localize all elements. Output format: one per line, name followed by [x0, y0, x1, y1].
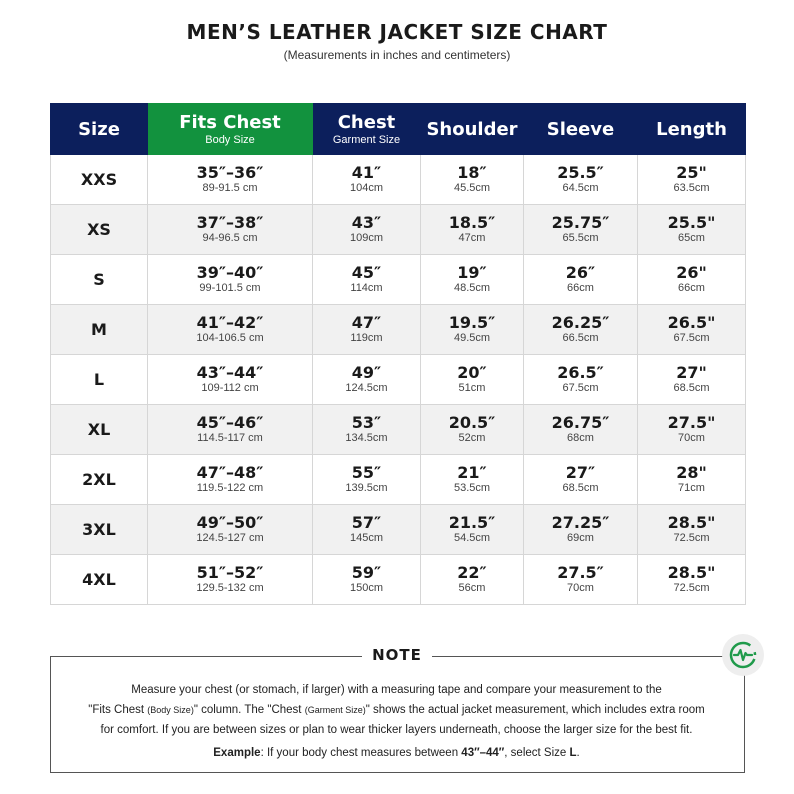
sleeve-cell [524, 255, 638, 305]
length-cm: 63.5cm [673, 182, 710, 194]
shoulder-cm: 47cm [458, 232, 486, 244]
shoulder-cell [421, 405, 524, 455]
fits-chest-cell [148, 455, 313, 505]
fits-chest-cm: 119.5-122 cm [196, 482, 264, 494]
sleeve-cell [524, 155, 638, 205]
header-shoulder: Shoulder [421, 104, 524, 155]
shoulder-cm: 54.5cm [453, 532, 491, 544]
sleeve-cell [524, 455, 638, 505]
chest-cell [313, 355, 421, 405]
chest-inches: 57″ [351, 513, 382, 532]
fits-chest-inches: 47″–48″ [196, 463, 264, 482]
size-cell: XL [51, 405, 148, 455]
size-cell: L [51, 355, 148, 405]
note-line-2: "Fits Chest (Body Size)" column. The "Chest (Garment Size)" shows the actual jacket measurement, which includes extra room [88, 704, 705, 716]
table-row [51, 255, 746, 305]
size-cell: XXS [51, 155, 148, 205]
fits-chest-inches: 35″–36″ [196, 163, 264, 182]
sleeve-cm: 68.5cm [562, 482, 599, 494]
length-cm: 72.5cm [673, 532, 710, 544]
fits-chest-inches: 41″–42″ [196, 313, 264, 332]
chest-inches: 55″ [351, 463, 382, 482]
length-cell [638, 255, 746, 305]
fits-chest-cell [148, 255, 313, 305]
fits-chest-cm: 109-112 cm [201, 382, 259, 394]
shoulder-cell [421, 255, 524, 305]
chest-inches: 43″ [351, 213, 382, 232]
sleeve-inches: 27.25″ [551, 513, 610, 532]
shoulder-cm: 52cm [458, 432, 486, 444]
length-cell [638, 455, 746, 505]
length-cm: 65cm [678, 232, 705, 244]
fits-chest-cell [148, 155, 313, 205]
fits-chest-inches: 51″–52″ [196, 563, 264, 582]
sleeve-cell [524, 305, 638, 355]
sleeve-cm: 66cm [567, 282, 594, 294]
sleeve-cm: 68cm [567, 432, 594, 444]
shoulder-cell [421, 355, 524, 405]
size-chart-table [50, 103, 746, 605]
sleeve-inches: 27.5″ [557, 563, 604, 582]
size-guide-icon [722, 634, 764, 676]
shoulder-inches: 22″ [457, 563, 487, 582]
shoulder-cm: 48.5cm [453, 282, 491, 294]
sleeve-cm: 65.5cm [562, 232, 599, 244]
shoulder-cell [421, 305, 524, 355]
chest-cm: 109cm [349, 232, 384, 244]
chest-inches: 59″ [351, 563, 382, 582]
fits-chest-cell [148, 405, 313, 455]
length-inches: 28.5" [667, 563, 716, 582]
size-chart-body [51, 155, 746, 605]
table-row [51, 305, 746, 355]
chest-cm: 104cm [349, 182, 384, 194]
chest-inches: 53″ [351, 413, 382, 432]
shoulder-cell [421, 455, 524, 505]
shoulder-cm: 53.5cm [453, 482, 491, 494]
sleeve-cm: 64.5cm [562, 182, 599, 194]
sleeve-cell [524, 205, 638, 255]
fits-chest-cm: 99-101.5 cm [199, 282, 261, 294]
chest-inches: 47″ [351, 313, 382, 332]
fits-chest-cm: 94-96.5 cm [202, 232, 258, 244]
table-row [51, 455, 746, 505]
fits-chest-inches: 45″–46″ [196, 413, 264, 432]
note-text [60, 680, 733, 740]
shoulder-inches: 21″ [457, 463, 487, 482]
table-row [51, 555, 746, 605]
size-cell: S [51, 255, 148, 305]
shoulder-cell [421, 555, 524, 605]
fits-chest-cm: 114.5-117 cm [197, 432, 263, 444]
shoulder-inches: 18.5″ [448, 213, 496, 232]
length-inches: 28.5" [667, 513, 716, 532]
length-inches: 27.5" [667, 413, 716, 432]
chest-cell [313, 405, 421, 455]
chest-cm: 145cm [349, 532, 384, 544]
sleeve-cm: 67.5cm [562, 382, 599, 394]
page-subtitle: (Measurements in inches and centimeters) [283, 48, 511, 62]
length-cell [638, 355, 746, 405]
sleeve-cell [524, 505, 638, 555]
sleeve-cell [524, 355, 638, 405]
fits-chest-cm: 124.5-127 cm [196, 532, 264, 544]
size-cell: 3XL [51, 505, 148, 555]
sleeve-inches: 27″ [565, 463, 596, 482]
header-sleeve: Sleeve [524, 104, 638, 155]
chest-cell [313, 255, 421, 305]
fits-chest-inches: 39″–40″ [196, 263, 264, 282]
sleeve-cm: 69cm [567, 532, 594, 544]
length-cell [638, 305, 746, 355]
page-title: MEN’S LEATHER JACKET SIZE CHART [186, 20, 608, 44]
shoulder-cm: 45.5cm [453, 182, 491, 194]
fits-chest-cell [148, 305, 313, 355]
header-fits-chest: Fits Chest Body Size [148, 104, 313, 155]
sleeve-inches: 26.75″ [551, 413, 610, 432]
chest-cell [313, 505, 421, 555]
sleeve-inches: 26.5″ [557, 363, 604, 382]
length-inches: 26.5" [667, 313, 716, 332]
shoulder-inches: 19.5″ [448, 313, 496, 332]
fits-chest-cell [148, 555, 313, 605]
shoulder-cell [421, 155, 524, 205]
length-cm: 72.5cm [673, 582, 710, 594]
header-size: Size [51, 104, 148, 155]
chest-cm: 150cm [349, 582, 384, 594]
fits-chest-cell [148, 355, 313, 405]
chest-inches: 49″ [351, 363, 382, 382]
sleeve-inches: 26″ [565, 263, 596, 282]
chest-cell [313, 305, 421, 355]
shoulder-inches: 18″ [457, 163, 487, 182]
shoulder-inches: 20.5″ [448, 413, 496, 432]
chest-cm: 114cm [350, 282, 383, 294]
size-cell: 4XL [51, 555, 148, 605]
length-cell [638, 205, 746, 255]
fits-chest-cell [148, 205, 313, 255]
size-cell: 2XL [51, 455, 148, 505]
header-length: Length [638, 104, 746, 155]
chest-cell [313, 155, 421, 205]
table-row [51, 405, 746, 455]
length-inches: 28" [676, 463, 707, 482]
note-example: Example: If your body chest measures between 43″–44″, select Size L. [213, 747, 580, 759]
note-line-1: Measure your chest (or stomach, if larger) with a measuring tape and compare your measurement to the [131, 684, 662, 696]
table-row [51, 155, 746, 205]
sleeve-cm: 66.5cm [562, 332, 599, 344]
header-chest: Chest Garment Size [313, 104, 421, 155]
fits-chest-cm: 104-106.5 cm [196, 332, 264, 344]
length-cm: 68.5cm [673, 382, 710, 394]
length-cell [638, 505, 746, 555]
fits-chest-cm: 89-91.5 cm [202, 182, 258, 194]
length-cell [638, 155, 746, 205]
fits-chest-inches: 49″–50″ [196, 513, 264, 532]
chest-cm: 134.5cm [345, 432, 388, 444]
fits-chest-inches: 37″–38″ [196, 213, 264, 232]
sleeve-cell [524, 405, 638, 455]
note-title: NOTE [362, 646, 432, 664]
length-cell [638, 555, 746, 605]
shoulder-cm: 56cm [458, 582, 486, 594]
chest-inches: 45″ [351, 263, 382, 282]
length-cell [638, 405, 746, 455]
length-cm: 67.5cm [673, 332, 710, 344]
chest-cell [313, 555, 421, 605]
length-inches: 25" [676, 163, 707, 182]
shoulder-cm: 51cm [458, 382, 486, 394]
chest-cm: 119cm [350, 332, 383, 344]
header-row [51, 104, 746, 155]
fits-chest-cm: 129.5-132 cm [196, 582, 264, 594]
length-inches: 26" [676, 263, 707, 282]
shoulder-inches: 21.5″ [448, 513, 496, 532]
size-cell: XS [51, 205, 148, 255]
size-cell: M [51, 305, 148, 355]
sleeve-cm: 70cm [567, 582, 594, 594]
sleeve-inches: 25.5″ [557, 163, 604, 182]
chest-inches: 41″ [351, 163, 382, 182]
chest-cell [313, 205, 421, 255]
chest-cell [313, 455, 421, 505]
length-inches: 27" [676, 363, 707, 382]
fits-chest-cell [148, 505, 313, 555]
chest-cm: 124.5cm [345, 382, 388, 394]
table-row [51, 505, 746, 555]
fits-chest-inches: 43″–44″ [196, 363, 264, 382]
note-line-3: for comfort. If you are between sizes or plan to wear thicker layers underneath, choose the larger size for the best fit. [100, 724, 693, 736]
shoulder-cell [421, 205, 524, 255]
length-inches: 25.5" [667, 213, 716, 232]
sleeve-inches: 25.75″ [551, 213, 610, 232]
shoulder-inches: 20″ [457, 363, 487, 382]
length-cm: 70cm [678, 432, 705, 444]
chest-cm: 139.5cm [345, 482, 388, 494]
sleeve-cell [524, 555, 638, 605]
length-cm: 66cm [678, 282, 705, 294]
table-row [51, 205, 746, 255]
sleeve-inches: 26.25″ [551, 313, 610, 332]
shoulder-cm: 49.5cm [453, 332, 491, 344]
shoulder-inches: 19″ [457, 263, 487, 282]
length-cm: 71cm [678, 482, 705, 494]
table-row [51, 355, 746, 405]
shoulder-cell [421, 505, 524, 555]
